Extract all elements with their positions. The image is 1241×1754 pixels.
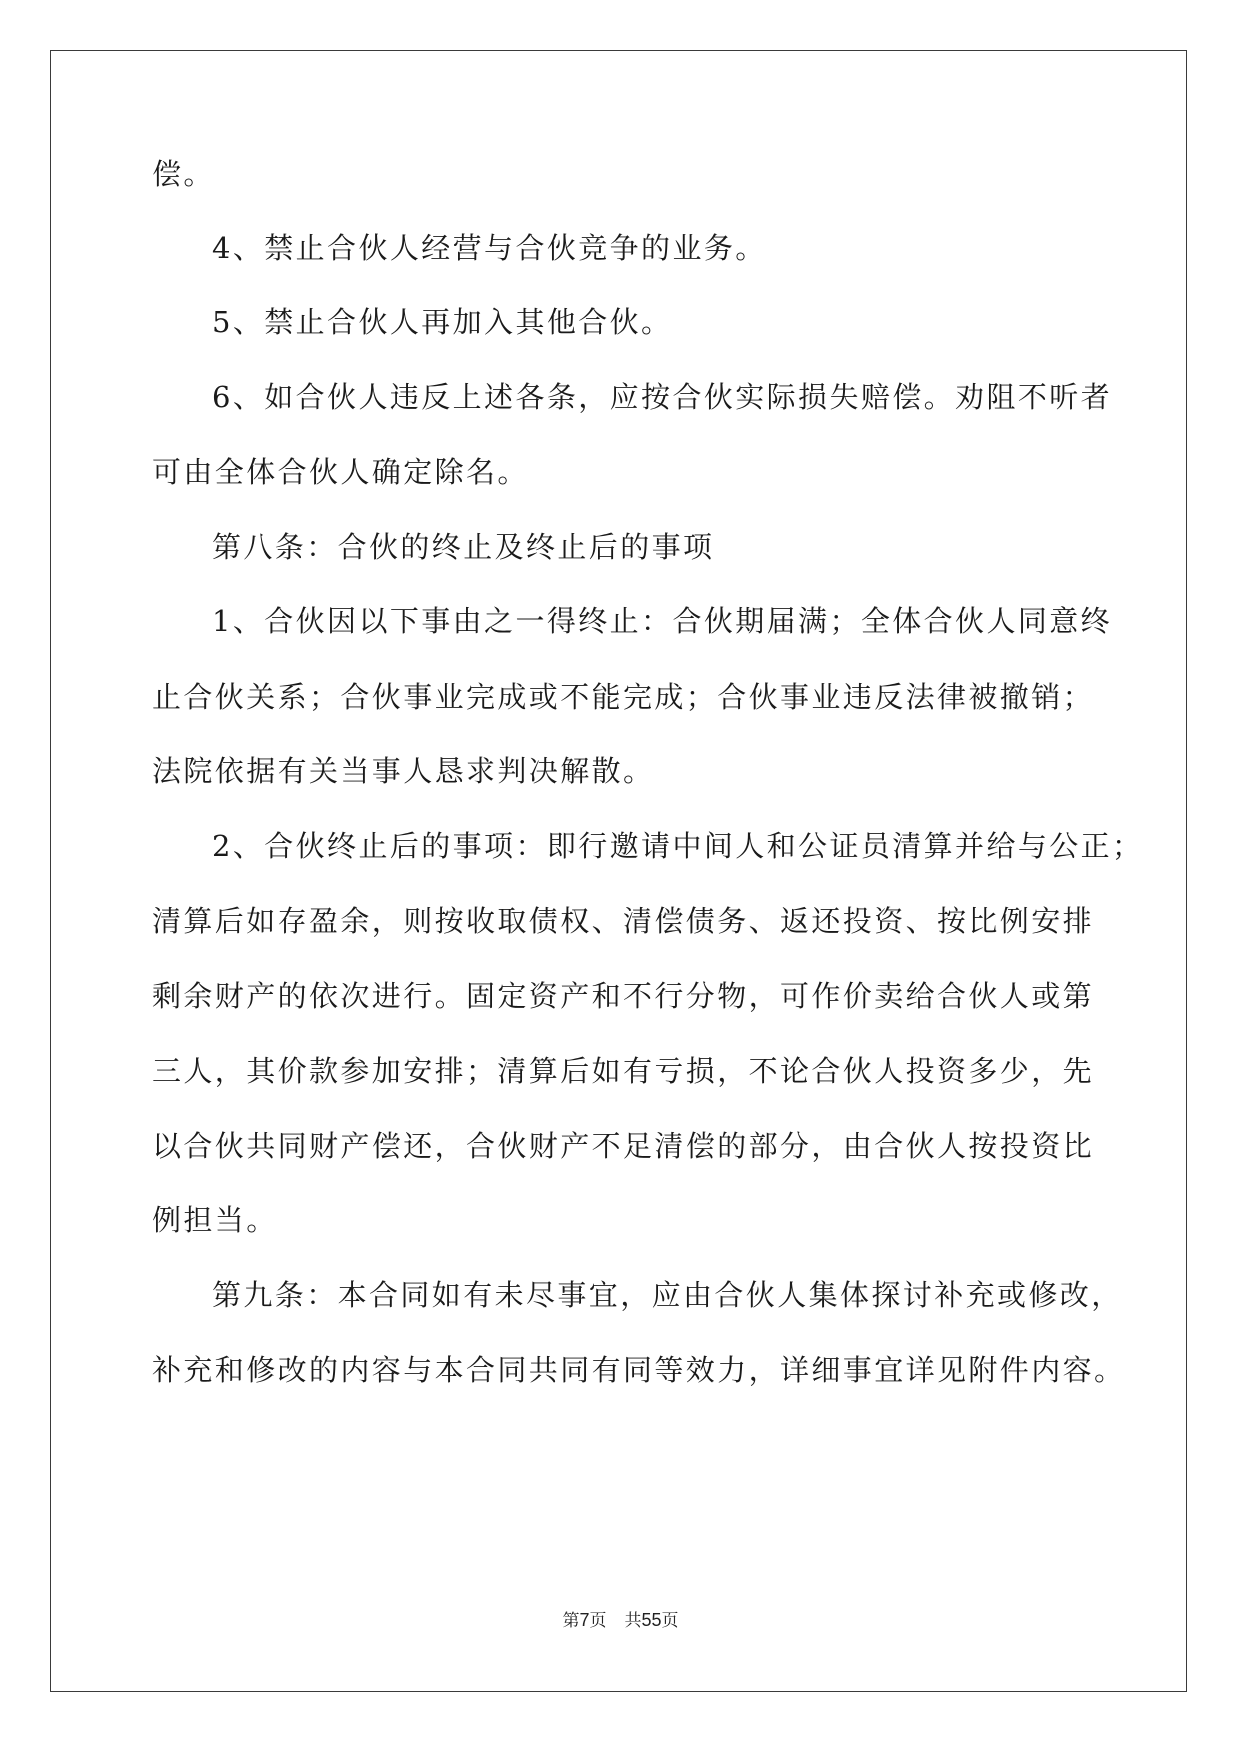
total-pages: 55 [641,1610,662,1630]
total-suffix: 页 [661,1611,679,1631]
page-footer [0,1606,1241,1631]
paragraph-line: 1、合伙因以下事由之一得终止：合伙期届满；全体合伙人同意终 [212,604,1113,638]
paragraph-line: 偿。 [152,157,215,191]
paragraph-line: 以合伙共同财产偿还，合伙财产不足清偿的部分，由合伙人按投资比 [152,1129,1095,1163]
total-prefix: 共 [624,1611,642,1631]
page-suffix: 页 [589,1611,607,1631]
paragraph-line: 三人，其价款参加安排；清算后如有亏损，不论合伙人投资多少，先 [152,1054,1095,1088]
paragraph-line: 4、禁止合伙人经营与合伙竞争的业务。 [212,231,767,265]
paragraph-line: 可由全体合伙人确定除名。 [152,455,529,489]
section-heading: 第八条：合伙的终止及终止后的事项 [212,530,715,564]
paragraph-line: 例担当。 [152,1203,278,1237]
paragraph-line: 补充和修改的内容与本合同共同有同等效力，详细事宜详见附件内容。 [152,1353,1126,1387]
paragraph-line: 5、禁止合伙人再加入其他合伙。 [212,305,673,339]
paragraph-line: 6、如合伙人违反上述各条，应按合伙实际损失赔偿。劝阻不听者 [212,380,1113,414]
page-prefix: 第 [562,1611,580,1631]
paragraph-line: 剩余财产的依次进行。固定资产和不行分物，可作价卖给合伙人或第 [152,979,1095,1013]
paragraph-line: 清算后如存盈余，则按收取债权、清偿债务、返还投资、按比例安排 [152,904,1095,938]
paragraph-line: 止合伙关系；合伙事业完成或不能完成；合伙事业违反法律被撤销； [152,680,1095,714]
paragraph-line: 2、合伙终止后的事项：即行邀请中间人和公证员清算并给与公正； [212,829,1144,863]
paragraph-line: 法院依据有关当事人恳求判决解散。 [152,754,655,788]
page-number: 7 [579,1610,590,1630]
section-heading: 第九条：本合同如有未尽事宜，应由合伙人集体探讨补充或修改， [212,1278,1123,1312]
page-border [50,50,1187,1692]
